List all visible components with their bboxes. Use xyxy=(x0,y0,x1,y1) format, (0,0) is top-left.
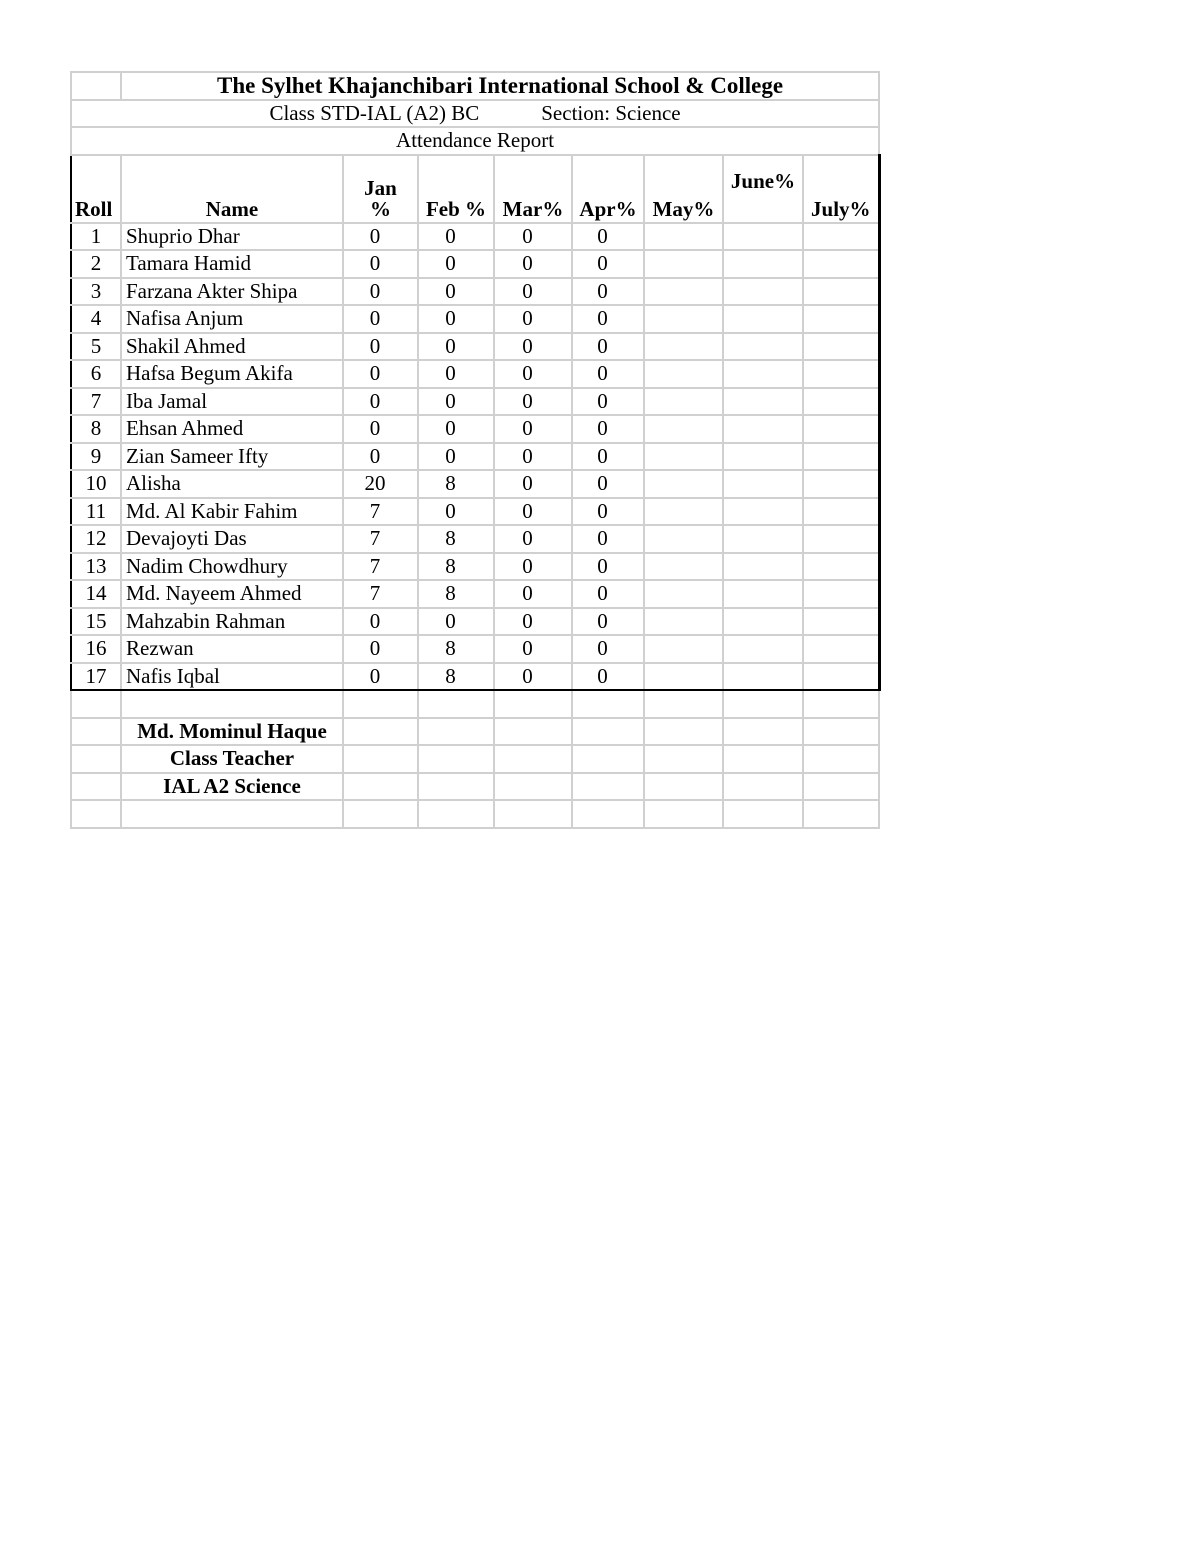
table-row xyxy=(71,360,879,388)
blank-row-end xyxy=(71,800,879,828)
signature-row-group xyxy=(71,773,879,801)
apr-cell: 0 xyxy=(572,498,644,526)
roll-cell: 10 xyxy=(71,470,121,498)
may-cell xyxy=(644,250,723,278)
june-cell xyxy=(723,250,803,278)
name-cell: Zian Sameer Ifty xyxy=(121,443,343,471)
name-cell: Devajoyti Das xyxy=(121,525,343,553)
table-row xyxy=(71,223,879,251)
col-feb: Feb % xyxy=(418,155,494,223)
jan-cell: 0 xyxy=(343,663,418,691)
jan-cell: 0 xyxy=(343,608,418,636)
mar-cell: 0 xyxy=(494,305,572,333)
blank-row xyxy=(71,690,879,718)
jan-cell: 7 xyxy=(343,525,418,553)
col-name: Name xyxy=(121,155,343,223)
jan-cell: 0 xyxy=(343,305,418,333)
signature-row-name xyxy=(71,718,879,746)
jan-cell: 0 xyxy=(343,388,418,416)
col-jan: Jan % xyxy=(343,155,418,223)
feb-cell: 0 xyxy=(418,498,494,526)
table-row xyxy=(71,553,879,581)
table-row xyxy=(71,608,879,636)
roll-cell: 12 xyxy=(71,525,121,553)
june-cell xyxy=(723,470,803,498)
july-cell xyxy=(803,663,879,691)
jan-cell: 0 xyxy=(343,360,418,388)
apr-cell: 0 xyxy=(572,580,644,608)
table-row xyxy=(71,663,879,691)
table-row xyxy=(71,443,879,471)
apr-cell: 0 xyxy=(572,250,644,278)
roll-cell: 17 xyxy=(71,663,121,691)
june-cell xyxy=(723,415,803,443)
col-mar: Mar% xyxy=(494,155,572,223)
table-row xyxy=(71,305,879,333)
name-cell: Farzana Akter Shipa xyxy=(121,278,343,306)
table-row xyxy=(71,250,879,278)
roll-cell: 13 xyxy=(71,553,121,581)
column-header-row xyxy=(71,155,879,223)
report-title: Attendance Report xyxy=(71,127,879,155)
june-cell xyxy=(723,333,803,361)
roll-cell: 11 xyxy=(71,498,121,526)
feb-cell: 0 xyxy=(418,305,494,333)
may-cell xyxy=(644,553,723,581)
july-cell xyxy=(803,250,879,278)
jan-cell: 20 xyxy=(343,470,418,498)
feb-cell: 0 xyxy=(418,360,494,388)
jan-cell: 0 xyxy=(343,635,418,663)
name-cell: Md. Nayeem Ahmed xyxy=(121,580,343,608)
teacher-name: Md. Mominul Haque xyxy=(121,718,343,746)
feb-cell: 8 xyxy=(418,635,494,663)
table-row xyxy=(71,498,879,526)
may-cell xyxy=(644,443,723,471)
apr-cell: 0 xyxy=(572,635,644,663)
apr-cell: 0 xyxy=(572,223,644,251)
name-cell: Ehsan Ahmed xyxy=(121,415,343,443)
mar-cell: 0 xyxy=(494,635,572,663)
name-cell: Nafisa Anjum xyxy=(121,305,343,333)
jan-cell: 7 xyxy=(343,580,418,608)
name-cell: Nadim Chowdhury xyxy=(121,553,343,581)
name-cell: Alisha xyxy=(121,470,343,498)
july-cell xyxy=(803,415,879,443)
july-cell xyxy=(803,305,879,333)
roll-cell: 3 xyxy=(71,278,121,306)
apr-cell: 0 xyxy=(572,388,644,416)
june-cell xyxy=(723,388,803,416)
may-cell xyxy=(644,580,723,608)
july-cell xyxy=(803,498,879,526)
name-cell: Rezwan xyxy=(121,635,343,663)
july-cell xyxy=(803,635,879,663)
july-cell xyxy=(803,278,879,306)
jan-cell: 0 xyxy=(343,333,418,361)
may-cell xyxy=(644,525,723,553)
col-apr: Apr% xyxy=(572,155,644,223)
mar-cell: 0 xyxy=(494,388,572,416)
july-cell xyxy=(803,223,879,251)
name-cell: Shuprio Dhar xyxy=(121,223,343,251)
col-roll: Roll xyxy=(71,155,121,223)
june-cell xyxy=(723,498,803,526)
mar-cell: 0 xyxy=(494,278,572,306)
may-cell xyxy=(644,498,723,526)
july-cell xyxy=(803,580,879,608)
jan-cell: 0 xyxy=(343,223,418,251)
apr-cell: 0 xyxy=(572,415,644,443)
july-cell xyxy=(803,525,879,553)
apr-cell: 0 xyxy=(572,470,644,498)
feb-cell: 0 xyxy=(418,415,494,443)
teacher-group: IAL A2 Science xyxy=(121,773,343,801)
school-title: The Sylhet Khajanchibari International School & College xyxy=(121,72,879,100)
may-cell xyxy=(644,388,723,416)
roll-cell: 2 xyxy=(71,250,121,278)
feb-cell: 0 xyxy=(418,250,494,278)
table-row xyxy=(71,278,879,306)
may-cell xyxy=(644,663,723,691)
roll-cell: 14 xyxy=(71,580,121,608)
june-cell xyxy=(723,525,803,553)
table-row xyxy=(71,388,879,416)
name-cell: Md. Al Kabir Fahim xyxy=(121,498,343,526)
table-row xyxy=(71,470,879,498)
feb-cell: 8 xyxy=(418,553,494,581)
col-may: May% xyxy=(644,155,723,223)
roll-cell: 1 xyxy=(71,223,121,251)
attendance-sheet xyxy=(70,71,881,829)
june-cell xyxy=(723,223,803,251)
feb-cell: 0 xyxy=(418,443,494,471)
roll-cell: 6 xyxy=(71,360,121,388)
apr-cell: 0 xyxy=(572,608,644,636)
june-cell xyxy=(723,305,803,333)
feb-cell: 0 xyxy=(418,223,494,251)
roll-cell: 16 xyxy=(71,635,121,663)
mar-cell: 0 xyxy=(494,415,572,443)
apr-cell: 0 xyxy=(572,360,644,388)
name-cell: Mahzabin Rahman xyxy=(121,608,343,636)
name-cell: Shakil Ahmed xyxy=(121,333,343,361)
july-cell xyxy=(803,608,879,636)
july-cell xyxy=(803,553,879,581)
report-title-row xyxy=(71,127,879,155)
name-cell: Hafsa Begum Akifa xyxy=(121,360,343,388)
feb-cell: 8 xyxy=(418,470,494,498)
feb-cell: 8 xyxy=(418,525,494,553)
name-cell: Nafis Iqbal xyxy=(121,663,343,691)
may-cell xyxy=(644,278,723,306)
class-label: Class STD-IAL (A2) BC xyxy=(269,100,480,125)
school-row xyxy=(71,72,879,100)
mar-cell: 0 xyxy=(494,580,572,608)
mar-cell: 0 xyxy=(494,663,572,691)
jan-cell: 7 xyxy=(343,553,418,581)
table-row xyxy=(71,525,879,553)
june-cell xyxy=(723,553,803,581)
apr-cell: 0 xyxy=(572,663,644,691)
may-cell xyxy=(644,470,723,498)
may-cell xyxy=(644,608,723,636)
mar-cell: 0 xyxy=(494,250,572,278)
jan-cell: 0 xyxy=(343,443,418,471)
apr-cell: 0 xyxy=(572,333,644,361)
june-cell xyxy=(723,580,803,608)
apr-cell: 0 xyxy=(572,525,644,553)
may-cell xyxy=(644,360,723,388)
signature-row-role xyxy=(71,745,879,773)
roll-cell: 7 xyxy=(71,388,121,416)
table-row xyxy=(71,333,879,361)
name-cell: Iba Jamal xyxy=(121,388,343,416)
col-july: July% xyxy=(803,155,879,223)
apr-cell: 0 xyxy=(572,443,644,471)
mar-cell: 0 xyxy=(494,470,572,498)
roll-cell: 9 xyxy=(71,443,121,471)
mar-cell: 0 xyxy=(494,223,572,251)
june-cell xyxy=(723,360,803,388)
table-row xyxy=(71,635,879,663)
june-cell xyxy=(723,635,803,663)
may-cell xyxy=(644,305,723,333)
july-cell xyxy=(803,470,879,498)
june-cell xyxy=(723,443,803,471)
mar-cell: 0 xyxy=(494,608,572,636)
name-cell: Tamara Hamid xyxy=(121,250,343,278)
section-label: Section: Science xyxy=(541,100,681,125)
apr-cell: 0 xyxy=(572,553,644,581)
class-row xyxy=(71,100,879,128)
may-cell xyxy=(644,333,723,361)
mar-cell: 0 xyxy=(494,498,572,526)
teacher-role: Class Teacher xyxy=(121,745,343,773)
feb-cell: 8 xyxy=(418,580,494,608)
may-cell xyxy=(644,223,723,251)
feb-cell: 0 xyxy=(418,388,494,416)
roll-cell: 4 xyxy=(71,305,121,333)
feb-cell: 0 xyxy=(418,278,494,306)
mar-cell: 0 xyxy=(494,360,572,388)
roll-cell: 8 xyxy=(71,415,121,443)
col-june: June% xyxy=(723,155,803,223)
jan-cell: 0 xyxy=(343,278,418,306)
mar-cell: 0 xyxy=(494,443,572,471)
feb-cell: 0 xyxy=(418,608,494,636)
apr-cell: 0 xyxy=(572,278,644,306)
mar-cell: 0 xyxy=(494,553,572,581)
july-cell xyxy=(803,443,879,471)
jan-cell: 0 xyxy=(343,250,418,278)
may-cell xyxy=(644,415,723,443)
feb-cell: 0 xyxy=(418,333,494,361)
may-cell xyxy=(644,635,723,663)
apr-cell: 0 xyxy=(572,305,644,333)
feb-cell: 8 xyxy=(418,663,494,691)
july-cell xyxy=(803,360,879,388)
june-cell xyxy=(723,608,803,636)
roll-cell: 5 xyxy=(71,333,121,361)
class-section-cell xyxy=(71,100,879,128)
jan-cell: 7 xyxy=(343,498,418,526)
june-cell xyxy=(723,663,803,691)
table-row xyxy=(71,415,879,443)
table-row xyxy=(71,580,879,608)
mar-cell: 0 xyxy=(494,333,572,361)
jan-cell: 0 xyxy=(343,415,418,443)
july-cell xyxy=(803,333,879,361)
mar-cell: 0 xyxy=(494,525,572,553)
june-cell xyxy=(723,278,803,306)
july-cell xyxy=(803,388,879,416)
roll-cell: 15 xyxy=(71,608,121,636)
